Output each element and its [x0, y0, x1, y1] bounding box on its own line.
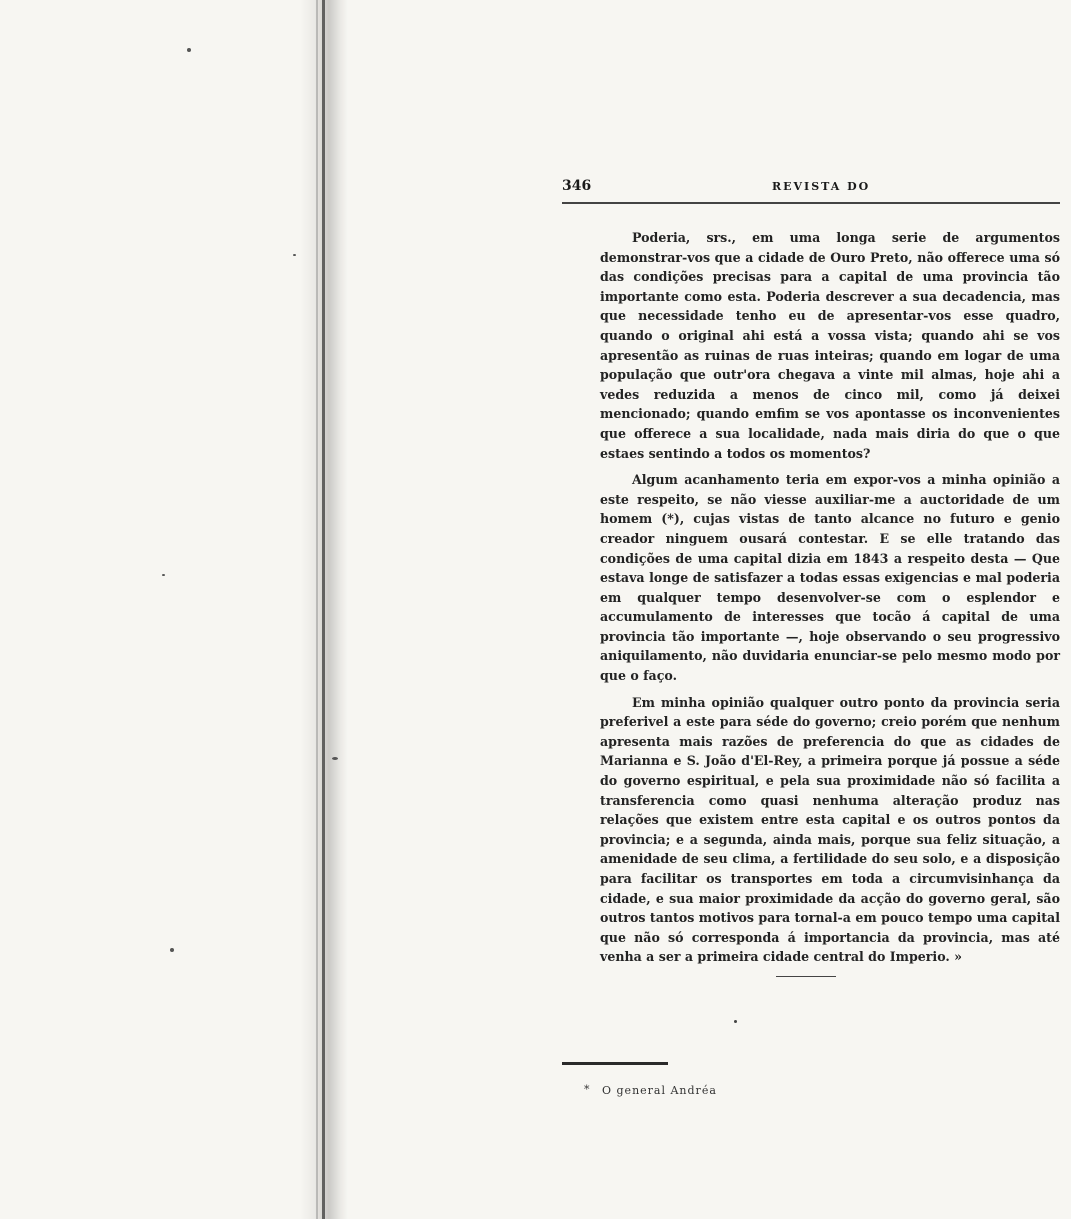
book-page: [562, 178, 1062, 1097]
paragraph: Poderia, srs., em uma longa serie de argumentos demonstrar-vos que a cidade de Ouro Preto, não offerece uma só das condições precisas para a capital de uma provincia tão importante como esta. Poderia descrever a sua decadencia, mas que necessidade tenho eu de apresentar-vos esse quadro, quando o original ahi está a vossa vista; quando ahi se vos apresentão as ruinas de ruas inteiras; quando em logar de uma população que outr'ora chegava a vinte mil almas, hoje ahi a vedes reduzida a menos de cinco mil, como já deixei mencionado; quando emfim se vos apontasse os inconvenientes que offerece a sua localidade, nada mais diria do que o que estaes sentindo a todos os momentos?: [600, 230, 1060, 461]
footnote-text: O general Andréa: [602, 1084, 717, 1097]
section-end-rule: [776, 976, 836, 977]
paper-speck: [293, 254, 296, 256]
page-number: 346: [562, 178, 592, 194]
paper-speck: [734, 1020, 737, 1023]
footnote-mark: *: [584, 1083, 591, 1096]
body-text: [600, 228, 1060, 974]
paper-speck: [162, 574, 165, 576]
footnote: [584, 1083, 717, 1097]
running-head: REVISTA DO: [772, 180, 871, 193]
paragraph: Em minha opinião qualquer outro ponto da provincia seria preferivel a este para séde do governo; creio porém que nenhum apresenta mais razões de preferencia do que as cidades de Marianna e S. João d'El-Rey, a primeira porque já possue a séde do governo espiritual, e pela sua proximidade não só facilita a transferencia como quasi nenhuma alteração produz nas relações que existem entre esta capital e os outros pontos da provincia; e a segunda, ainda mais, porque sua feliz situação, a amenidade de seu clima, a fertilidade do seu solo, e a disposição para facilitar os transportes em toda a circumvisinhança da cidade, e sua maior proximidade da acção do governo geral, são outros tantos motivos para tornal-a em pouco tempo uma capital que não só corresponda á importancia da provincia, mas até venha a ser a primeira cidade central do Imperio. »: [600, 694, 1060, 965]
header-rule: [562, 202, 1060, 204]
paper-speck: [187, 48, 191, 52]
page-header: [562, 178, 1062, 200]
book-gutter-line-faint: [316, 0, 318, 1219]
paper-speck: [332, 757, 338, 760]
paper-speck: [170, 948, 174, 952]
footnote-rule: [562, 1062, 668, 1065]
book-gutter-line: [322, 0, 325, 1219]
paragraph: Algum acanhamento teria em expor-vos a minha opinião a este respeito, se não viesse auxiliar-me a auctoridade de um homem (*), cujas vistas de tanto alcance no futuro e genio creador ninguem ousará contestar. E se elle tratando das condições de uma capital dizia em 1843 a respeito desta — Que estava longe de satisfazer a todas essas exigencias e mal poderia em qualquer tempo desenvolver-se com o esplendor e accumulamento de interesses que tocão á capital de uma provincia tão importante —, hoje observando o seu progressivo aniquilamento, não duvidaria enunciar-se pelo mesmo modo por que o faço.: [600, 472, 1060, 684]
